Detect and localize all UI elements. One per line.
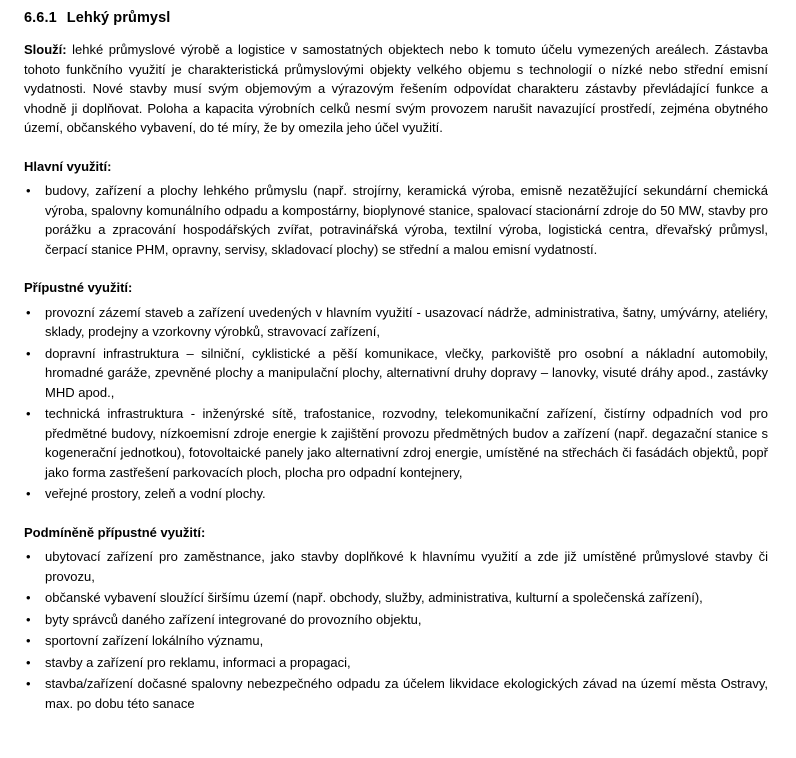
list-item: • byty správců daného zařízení integrované do provozního objektu, — [24, 610, 768, 630]
list-item: • občanské vybavení sloužící širšímu území (např. obchody, služby, administrativa, kulturní a společenská zařízení), — [24, 588, 768, 608]
list-item: • budovy, zařízení a plochy lehkého průmyslu (např. strojírny, keramická výroba, emisně nezatěžující sekundární chemická výroba, spalovny komunálního odpadu a kompostárny, bioplynové stanice, spalovací stacionární zdroje do 50 MW, stavby pro porážku a zpracování hospodářských zvířat, potravinářská výroba, textilní výroba, logistická centra, dřevařský průmysl, čerpací stanice PHM, opravny, servisy, skladovací plochy) se střední a malou emisní vydatností. — [24, 181, 768, 259]
section-number: 6.6.1 — [24, 10, 57, 26]
list-item: • technická infrastruktura - inženýrské sítě, trafostanice, rozvodny, telekomunikační zařízení, čistírny odpadních vod pro předmětné budovy, nízkoemisní zdroje energie k zajištění provozu předmětných budov a zařízení (např. degazační stanice s kogenerační jednotkou), fotovoltaické panely jako alternativní zdroj energie, umístěné na střechách či fasádách objektů, popř jako forma zastřešení parkovacích ploch, plocha pro odpadní kontejnery, — [24, 404, 768, 482]
list-item: • stavby a zařízení pro reklamu, informaci a propagaci, — [24, 653, 768, 673]
subsection-heading-main-use: Hlavní využití: — [24, 158, 112, 174]
page-title — [24, 10, 768, 26]
intro-paragraph — [24, 40, 768, 138]
subsection-heading-permitted-use: Přípustné využití: — [24, 280, 133, 295]
list-item: • dopravní infrastruktura – silniční, cyklistické a pěší komunikace, vlečky, parkoviště pro osobní a nákladní automobily, hromadné garáže, zpevněné plochy a manipulační plochy, alternativní druhy dopravy – lanovky, visuté dráhy apod., zastávky MHD apod., — [24, 344, 768, 403]
list-item: • sportovní zařízení lokálního významu, — [24, 631, 768, 651]
subsection-heading-conditionally-permitted-use: Podmíněně přípustné využití: — [24, 524, 206, 540]
section-title-text: Lehký průmysl — [66, 10, 171, 26]
list-main-use — [24, 181, 768, 259]
list-item: • ubytovací zařízení pro zaměstnance, jako stavby doplňkové k hlavnímu využití a zde již umístěné průmyslové stavby či provozu, — [24, 547, 768, 586]
intro-lead-label: Slouží: — [24, 42, 67, 57]
intro-body-text: lehké průmyslové výrobě a logistice v samostatných objektech nebo k tomuto účelu vymezených areálech. Zástavba tohoto funkčního využití je charakteristická průmyslovými objekty velkého objemu s technologií o nízké nebo střední emisní vydatnosti. Nové stavby musí svým objemovým a výrazovým řešením odpovídat charakteru zástavby převládající funkce a vhodně ji doplňovat. Poloha a kapacita výrobních celků nesmí svým provozem narušit navazující prostředí, zejména obytného území, občanského vybavení, do té míry, že by omezila jeho účel využití. — [24, 42, 768, 135]
list-item: • provozní zázemí staveb a zařízení uvedených v hlavním využití - usazovací nádrže, administrativa, šatny, umývárny, ateliéry, sklady, prodejny a vzorkovny výrobků, stravovací zařízení, — [24, 303, 768, 342]
list-conditionally-permitted-use — [24, 547, 768, 713]
list-item: • veřejné prostory, zeleň a vodní plochy. — [24, 484, 768, 504]
list-permitted-use — [24, 303, 768, 504]
list-item: • stavba/zařízení dočasné spalovny nebezpečného odpadu za účelem likvidace ekologických závad na území města Ostravy, max. po dobu této sanace — [24, 674, 768, 713]
